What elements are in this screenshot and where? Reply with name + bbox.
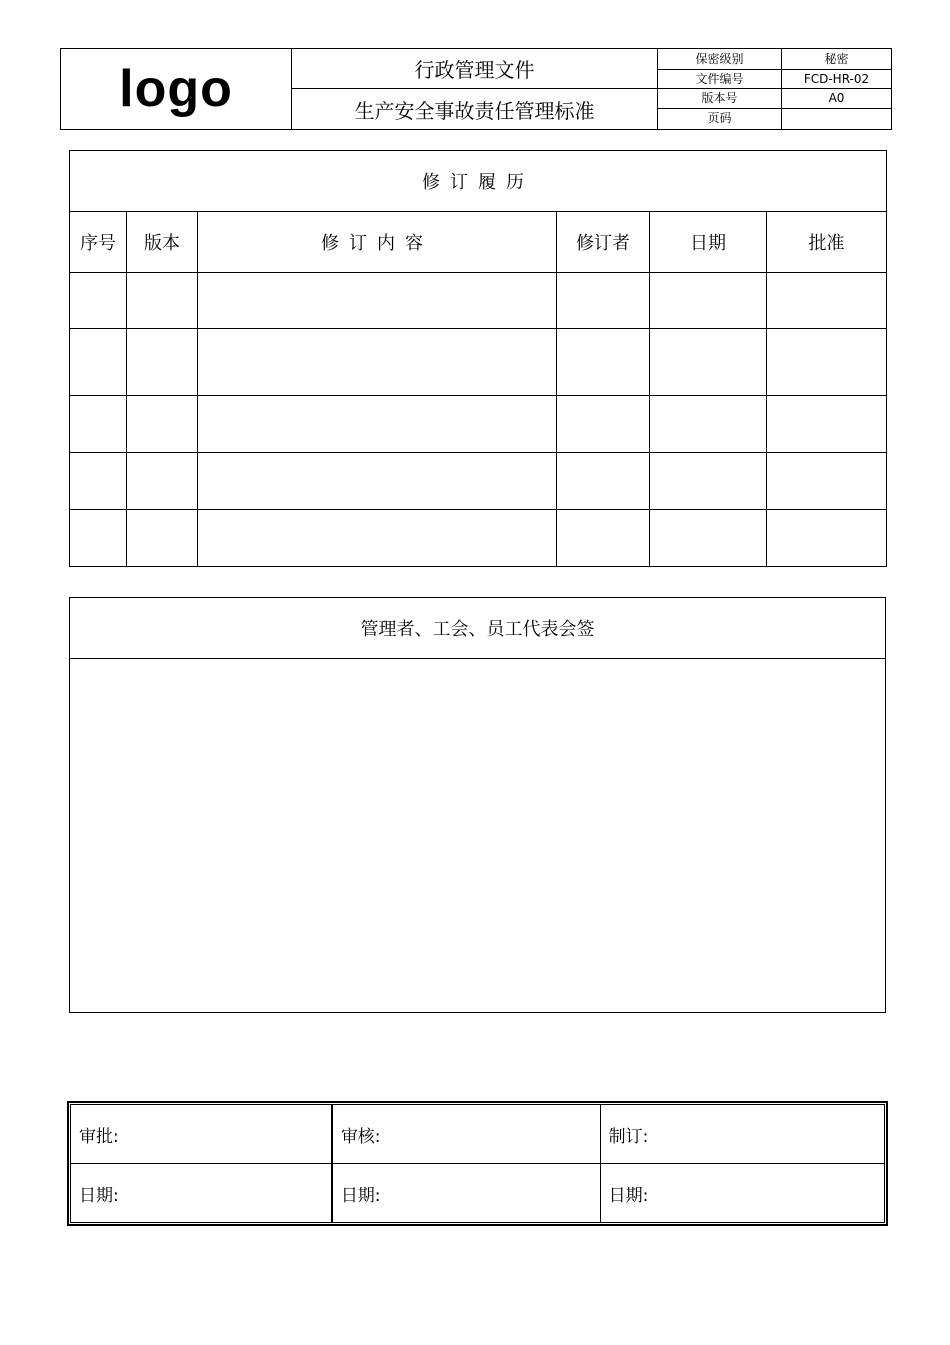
cell-content[interactable] — [198, 510, 557, 567]
meta-value-doc-number: FCD-HR-02 — [782, 70, 892, 89]
countersign-area[interactable] — [70, 659, 886, 1013]
approve-date-field[interactable]: 日期: — [71, 1164, 332, 1223]
document-category: 行政管理文件 — [292, 49, 658, 89]
cell-content[interactable] — [198, 453, 557, 510]
draft-date-field[interactable]: 日期: — [600, 1164, 884, 1223]
approval-table — [70, 1104, 885, 1223]
table-row — [70, 510, 887, 567]
cell-seq[interactable] — [70, 453, 127, 510]
cell-version[interactable] — [127, 453, 198, 510]
column-header-date: 日期 — [650, 212, 767, 273]
table-row — [70, 453, 887, 510]
table-row — [70, 396, 887, 453]
cell-date[interactable] — [650, 396, 767, 453]
cell-seq[interactable] — [70, 396, 127, 453]
cell-reviser[interactable] — [557, 453, 650, 510]
review-field[interactable]: 审核: — [332, 1105, 600, 1164]
countersign-table — [69, 597, 886, 1013]
meta-label-confidentiality: 保密级别 — [658, 49, 782, 70]
logo: logo — [61, 49, 292, 130]
cell-version[interactable] — [127, 510, 198, 567]
column-header-approval: 批准 — [767, 212, 887, 273]
meta-value-page — [782, 108, 892, 129]
cell-version[interactable] — [127, 329, 198, 396]
cell-reviser[interactable] — [557, 510, 650, 567]
cell-date[interactable] — [650, 510, 767, 567]
cell-seq[interactable] — [70, 329, 127, 396]
column-header-version: 版本 — [127, 212, 198, 273]
document-title: 生产安全事故责任管理标准 — [292, 89, 658, 130]
cell-approval[interactable] — [767, 273, 887, 329]
cell-reviser[interactable] — [557, 273, 650, 329]
cell-seq[interactable] — [70, 273, 127, 329]
cell-reviser[interactable] — [557, 329, 650, 396]
meta-value-confidentiality: 秘密 — [782, 49, 892, 70]
cell-approval[interactable] — [767, 510, 887, 567]
cell-date[interactable] — [650, 453, 767, 510]
revision-history-caption: 修订履历 — [70, 151, 887, 212]
revision-history-table — [69, 150, 887, 567]
cell-reviser[interactable] — [557, 396, 650, 453]
column-header-reviser: 修订者 — [557, 212, 650, 273]
document-header — [60, 48, 892, 130]
cell-version[interactable] — [127, 273, 198, 329]
cell-seq[interactable] — [70, 510, 127, 567]
cell-date[interactable] — [650, 329, 767, 396]
table-row — [70, 273, 887, 329]
cell-approval[interactable] — [767, 329, 887, 396]
column-header-seq: 序号 — [70, 212, 127, 273]
cell-approval[interactable] — [767, 453, 887, 510]
cell-approval[interactable] — [767, 396, 887, 453]
cell-version[interactable] — [127, 396, 198, 453]
table-row — [70, 329, 887, 396]
countersign-caption: 管理者、工会、员工代表会签 — [70, 598, 886, 659]
approve-field[interactable]: 审批: — [71, 1105, 332, 1164]
meta-label-version: 版本号 — [658, 89, 782, 108]
cell-content[interactable] — [198, 329, 557, 396]
meta-value-version: A0 — [782, 89, 892, 108]
draft-field[interactable]: 制订: — [600, 1105, 884, 1164]
cell-content[interactable] — [198, 396, 557, 453]
meta-label-doc-number: 文件编号 — [658, 70, 782, 89]
approval-block — [67, 1101, 888, 1226]
column-header-content: 修订内容 — [198, 212, 557, 273]
cell-content[interactable] — [198, 273, 557, 329]
cell-date[interactable] — [650, 273, 767, 329]
meta-label-page: 页码 — [658, 108, 782, 129]
review-date-field[interactable]: 日期: — [332, 1164, 600, 1223]
